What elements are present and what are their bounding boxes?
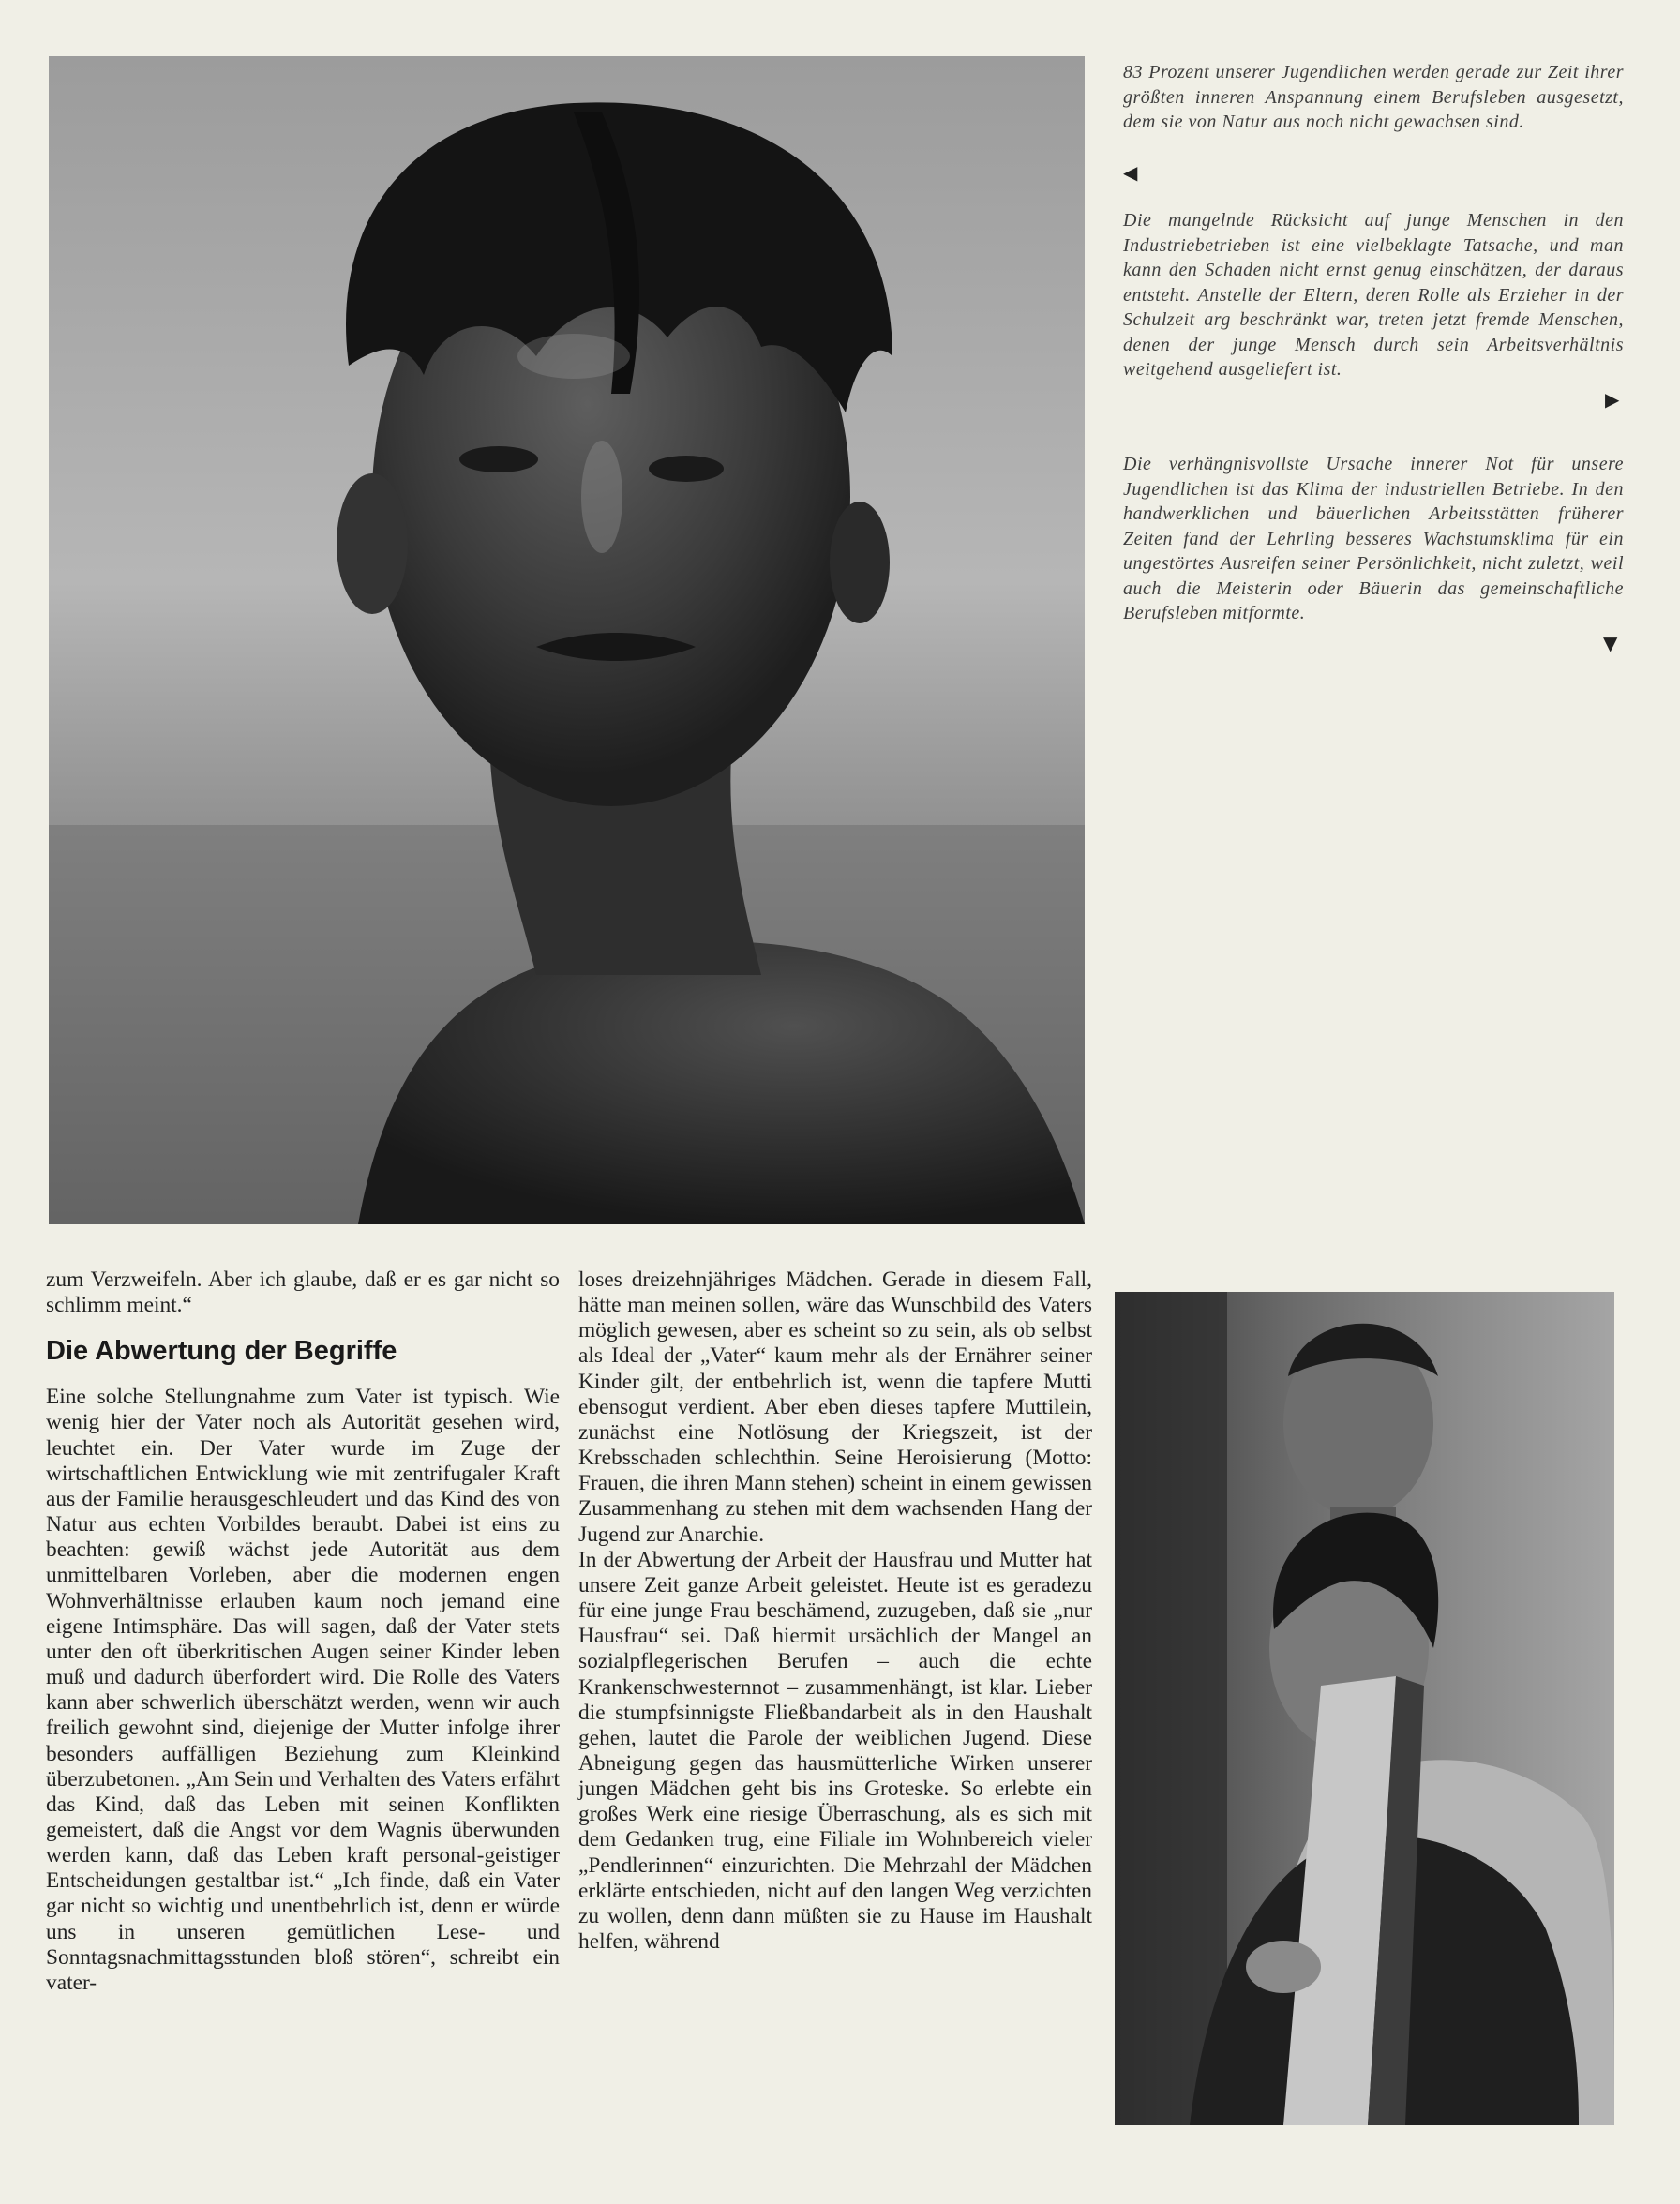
caption-3 [1123,452,1624,626]
portrait-photo-image [49,56,1085,1224]
workshop-photo-image [1115,1292,1614,2125]
arrow-left-icon: ◀ [1123,161,1138,184]
portrait-photo-boy [49,56,1085,1224]
column-1-body: Eine solche Stellungnahme zum Vater ist typisch. Wie wenig hier der Vater noch als Autorität gesehen wird, leuchtet ein. Der Vater wurde im Zuge der wirtschaftlichen Entwicklung wie mit zentrifugaler Kraft aus der Familie herausgeschleudert und das Kind des von Natur aus echten Vorbildes beraubt. Dabei ist eins zu beachten: gewiß wächst jede Autorität aus dem unmittelbaren Vorleben, aber die modernen engen Wohnverhältnisse erlauben kaum noch jemand eine eigene Intimsphäre. Das will sagen, daß der Vater stets unter den oft überkritischen Augen seiner Kinder leben muß und dadurch überfordert wird. Die Rolle des Vaters kann aber schwerlich überschätzt werden, wenn wir auch freilich gewohnt sind, diejenige der Mutter infolge ihrer besonders auffälligen Beziehung zum Kleinkind überzubetonen. „Am Sein und Verhalten des Vaters erfährt das Kind, daß das Leben mit seinen Konflikten gemeistert, daß die Angst vor dem Wagnis überwunden werden kann, daß das Leben kraft personal-geistiger Entscheidungen gestaltbar ist.“ „Ich finde, daß ein Vater gar nicht so wichtig und unentbehrlich ist, denn er würde uns in unseren gemütlichen Lese- und Sonntagsnachmittagsstunden bloß stören“, schreibt ein vater- [46,1385,560,1995]
caption-2-text: Die mangelnde Rücksicht auf junge Menschen in den Industriebetrieben ist eine vielbeklagte Tatsache, und man kann den Schaden nicht ernst genug einschätzen, der daraus entsteht. Anstelle der Eltern, deren Rolle als Erzieher in der Schulzeit arg beschränkt war, treten jetzt fremde Menschen, denen der junge Mensch durch sein Arbeitsverhältnis weitgehend ausgeliefert ist. [1123,210,1624,380]
arrow-down-icon: ▼ [1603,632,1618,654]
caption-1 [1123,60,1624,135]
caption-2 [1123,208,1624,382]
caption-1-text: 83 Prozent unserer Jugendlichen werden gerade zur Zeit ihrer größten inneren Anspannung einem Berufsleben ausgesetzt, dem sie von Natur aus noch nicht gewachsen sind. [1123,62,1624,132]
column-1-intro: zum Verzweifeln. Aber ich glaube, daß er es gar nicht so schlimm meint.“ [46,1267,560,1318]
article-column-2 [578,1267,1092,1955]
column-2-paragraph-1: loses dreizehnjähriges Mädchen. Gerade in diesem Fall, hätte man meinen sollen, wäre das Wunschbild des Vaters möglich gewesen, aber es scheint so zu sein, als ob selbst als Ideal der „Vater“ kaum mehr als der Ernährer seiner Kinder gilt, der entbehrlich ist, wenn die tapfere Mutti ebensogut verdient. Aber eben dieses tapfere Muttilein, zunächst eine Notlösung der Kriegszeit, ist der Krebsschaden schlechthin. Seine Heroisierung (Motto: Frauen, die ihren Mann stehen) scheint in einem gewissen Zusammenhang zu stehen mit dem wachsenden Hang der Jugend zur Anarchie. [578,1267,1092,1547]
section-heading: Die Abwertung der Begriffe [46,1336,398,1367]
article-column-1 [46,1267,560,1996]
arrow-right-icon: ▶ [1605,388,1620,411]
workshop-photo [1115,1292,1614,2125]
column-2-paragraph-2: In der Abwertung der Arbeit der Hausfrau und Mutter hat unsere Zeit ganze Arbeit geleistet. Heute ist es geradezu für eine junge Frau beschämend, zuzugeben, daß sie „nur Hausfrau“ sei. Daß hiermit ursächlich der Mangel an sozialpflegerischen Berufen – auch die echte Krankenschwesternnot – zusammenhängt, ist klar. Lieber die stumpfsinnigste Fließbandarbeit als in den Haushalt gehen, lautet die Parole der weiblichen Jugend. Diese Abneigung gegen das hausmütterliche Wirken unserer jungen Mädchen geht bis ins Groteske. So erlebte ein großes Werk eine riesige Überraschung, als es sich mit dem Gedanken trug, eine Filiale im Wohnbereich vieler „Pendlerinnen“ einzurichten. Die Mehrzahl der Mädchen erklärte entschieden, nicht auf den langen Weg verzichten zu wollen, denn dann müßten sie zu Hause im Haushalt helfen, während [578,1547,1092,1955]
caption-3-text: Die verhängnisvollste Ursache innerer Not für unsere Jugendlichen ist das Klima der industriellen Betriebe. In den handwerklichen und bäuerlichen Arbeitsstätten früherer Zeiten fand der Lehrling besseres Wachstumsklima für ein ungestörtes Ausreifen seiner Persönlichkeit, nicht zuletzt, weil auch die Meisterin oder Bäuerin das gemeinschaftliche Berufsleben mitformte. [1123,454,1624,623]
